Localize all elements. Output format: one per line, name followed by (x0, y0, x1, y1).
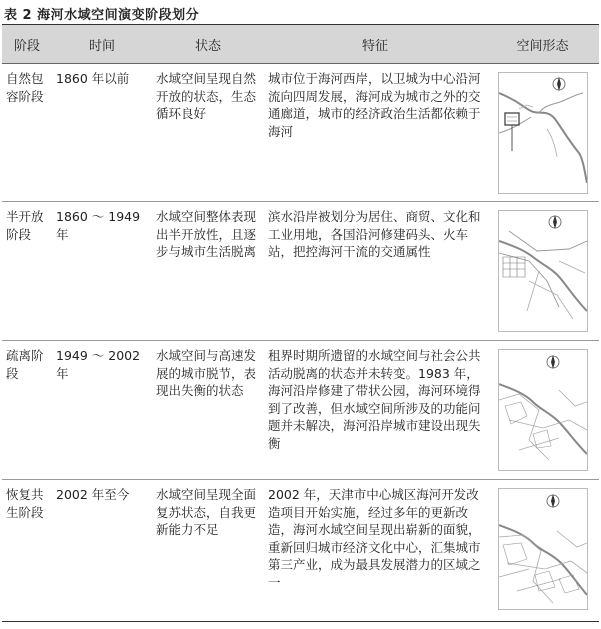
city-map-2002-icon (498, 349, 588, 471)
city-map-present-icon (498, 488, 588, 610)
cell-state: 水域空间整体表现出半开放性，且逐步与城市生活脱离 (152, 202, 264, 341)
cell-state: 水域空间呈现全面复苏状态，自我更新能力不足 (152, 480, 264, 622)
city-map-1949-icon (498, 210, 588, 332)
cell-time: 1860 年以前 (52, 64, 152, 202)
city-map-1860-icon (498, 72, 588, 194)
cell-stage: 疏离阶段 (2, 341, 52, 480)
cell-stage: 自然包容阶段 (2, 64, 52, 202)
cell-feature: 2002 年，天津市中心城区海河开发改造项目开始实施，经过多年的更新改造，海河水域空间呈现出崭新的面貌，重新回归城市经济文化中心，汇集城市第三产业，成为最具发展潜力的区域之一 (264, 480, 486, 622)
cell-map (486, 202, 599, 341)
cell-feature: 城市位于海河西岸，以卫城为中心沿河流向四周发展，海河成为城市之外的交通廊道，城市的经济政治生活都依赖于海河 (264, 64, 486, 202)
header-time: 时间 (52, 25, 152, 64)
cell-map (486, 341, 599, 480)
header-feature: 特征 (264, 25, 486, 64)
cell-time: 1860 ～ 1949 年 (52, 202, 152, 341)
cell-stage: 半开放阶段 (2, 202, 52, 341)
header-state: 状态 (152, 25, 264, 64)
header-stage: 阶段 (2, 25, 52, 64)
cell-time: 2002 年至今 (52, 480, 152, 622)
cell-stage: 恢复共生阶段 (2, 480, 52, 622)
table-row (2, 480, 599, 622)
header-row (2, 25, 599, 64)
cell-time: 1949 ～ 2002 年 (52, 341, 152, 480)
cell-map (486, 480, 599, 622)
cell-state: 水域空间与高速发展的城市脱节，表现出失衡的状态 (152, 341, 264, 480)
table-row (2, 202, 599, 341)
header-form: 空间形态 (486, 25, 599, 64)
table-row (2, 64, 599, 202)
cell-state: 水域空间呈现自然开放的状态，生态循环良好 (152, 64, 264, 202)
stage-table (2, 24, 599, 622)
cell-feature: 滨水沿岸被划分为居住、商贸、文化和工业用地，各国沿河修建码头、火车站，把控海河干流的交通属性 (264, 202, 486, 341)
table-caption: 表 2 海河水域空间演变阶段划分 (4, 8, 200, 23)
table-row (2, 341, 599, 480)
cell-map (486, 64, 599, 202)
cell-feature: 租界时期所遗留的水域空间与社会公共活动脱离的状态并未转变。1983 年，海河沿岸修建了带状公园，海河环境得到了改善，但水域空间所涉及的功能问题并未解决，海河沿岸城市建设出现失衡 (264, 341, 486, 480)
